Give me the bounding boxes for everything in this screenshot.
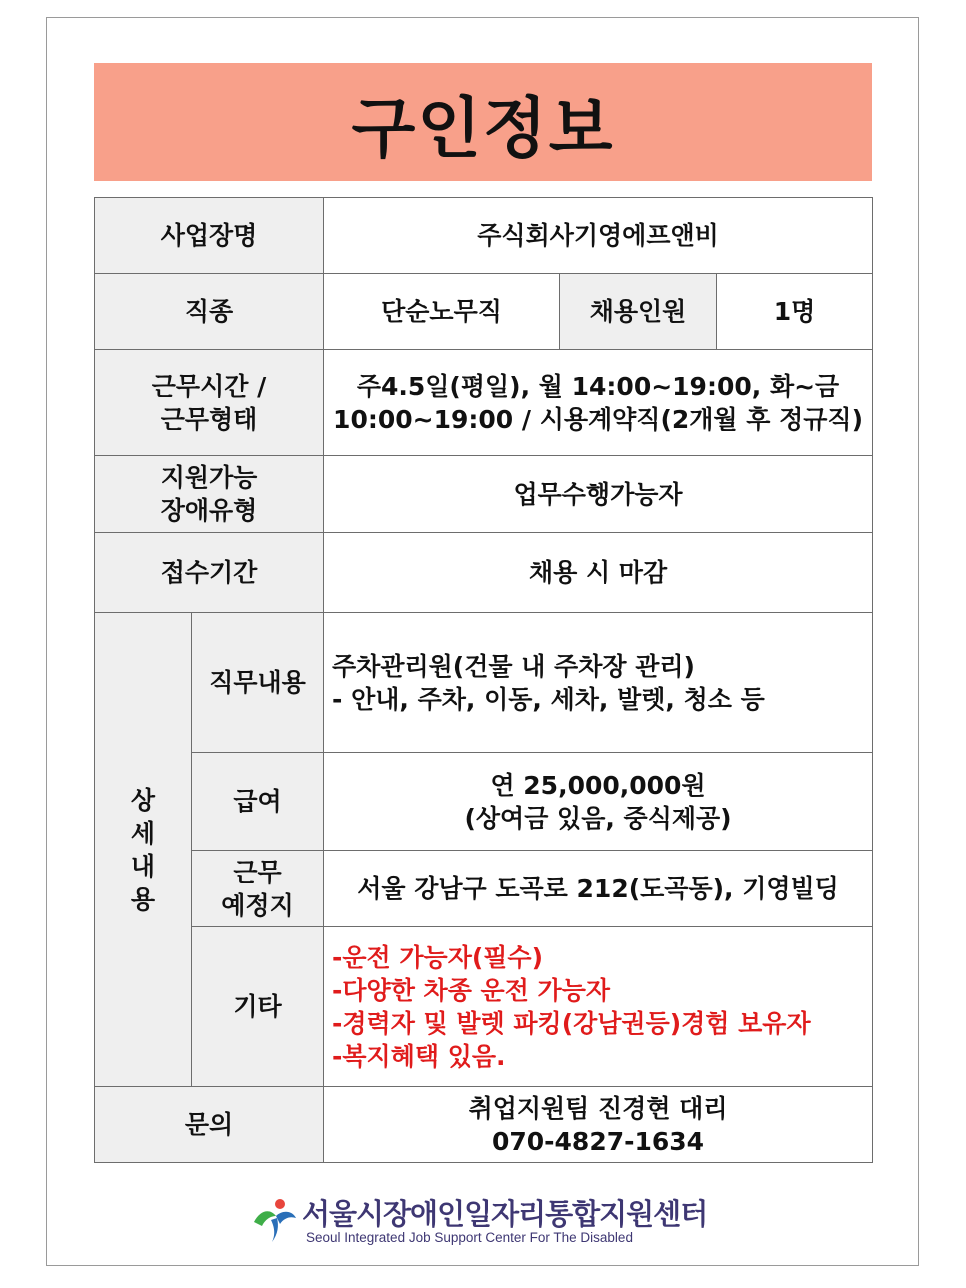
table-row	[95, 198, 873, 274]
contact-value	[324, 1087, 873, 1163]
details-label-char: 세	[130, 818, 156, 848]
table-row	[95, 927, 873, 1087]
location-label-line: 예정지	[221, 890, 294, 920]
disability-value: 업무수행가능자	[324, 456, 873, 533]
job-info-table	[94, 197, 873, 1163]
disability-label-line: 지원가능	[160, 463, 258, 492]
etc-value	[324, 927, 873, 1087]
table-row	[95, 1087, 873, 1163]
work-hours-line: 주4.5일(평일), 월 14:00~19:00, 화~금	[356, 371, 840, 401]
hire-count-value: 1명	[717, 274, 873, 350]
etc-line: -복지혜택 있음.	[332, 1041, 506, 1071]
location-label	[192, 851, 324, 927]
location-value: 서울 강남구 도곡로 212(도곡동), 기영빌딩	[324, 851, 873, 927]
duty-label: 직무내용	[192, 613, 324, 753]
etc-line: -운전 가능자(필수)	[332, 942, 543, 972]
details-label	[95, 613, 192, 1087]
org-name: 서울시장애인일자리통합지원센터	[302, 1197, 708, 1231]
table-row	[95, 533, 873, 613]
table-row	[95, 851, 873, 927]
contact-phone: 070-4827-1634	[491, 1126, 705, 1156]
work-hours-label-line: 근무시간 /	[151, 371, 267, 401]
etc-line: -경력자 및 발렛 파킹(강남권등)경험 보유자	[332, 1008, 811, 1038]
application-period-value: 채용 시 마감	[324, 533, 873, 613]
salary-line: (상여금 있음, 중식제공)	[464, 803, 732, 833]
table-row	[95, 613, 873, 753]
disability-label-line: 장애유형	[160, 496, 258, 525]
org-name-en: Seoul Integrated Job Support Center For The Disabled	[306, 1230, 633, 1245]
duty-value	[324, 613, 873, 753]
salary-value	[324, 753, 873, 851]
table-row	[95, 456, 873, 533]
salary-label: 급여	[192, 753, 324, 851]
work-hours-label	[95, 350, 324, 456]
table-row	[95, 350, 873, 456]
etc-line: -다양한 차종 운전 가능자	[332, 975, 611, 1005]
details-label-char: 용	[130, 884, 156, 914]
title-banner	[94, 63, 872, 181]
work-hours-value	[324, 350, 873, 456]
person-logo-icon	[250, 1196, 300, 1244]
details-label-char: 내	[130, 851, 156, 881]
duty-line: 주차관리원(건물 내 주차장 관리)	[332, 651, 695, 681]
company-label: 사업장명	[95, 198, 324, 274]
hire-count-label: 채용인원	[560, 274, 717, 350]
location-label-line: 근무	[233, 857, 282, 887]
table-row	[95, 274, 873, 350]
duty-line: - 안내, 주차, 이동, 세차, 발렛, 청소 등	[332, 684, 765, 714]
contact-label: 문의	[95, 1087, 324, 1163]
disability-label	[95, 456, 324, 533]
footer-logo	[250, 1192, 720, 1252]
work-type-label-line: 근무형태	[160, 404, 258, 434]
job-type-value: 단순노무직	[324, 274, 560, 350]
contact-person: 취업지원팀 진경현 대리	[468, 1093, 728, 1123]
salary-line: 연 25,000,000원	[490, 770, 706, 800]
details-label-char: 상	[130, 785, 156, 815]
work-type-line: 10:00~19:00 / 시용계약직(2개월 후 정규직)	[333, 404, 863, 434]
table-row	[95, 753, 873, 851]
job-type-label: 직종	[95, 274, 324, 350]
application-period-label: 접수기간	[95, 533, 324, 613]
page-title: 구인정보	[351, 89, 615, 167]
etc-label: 기타	[192, 927, 324, 1087]
company-value: 주식회사기영에프앤비	[324, 198, 873, 274]
